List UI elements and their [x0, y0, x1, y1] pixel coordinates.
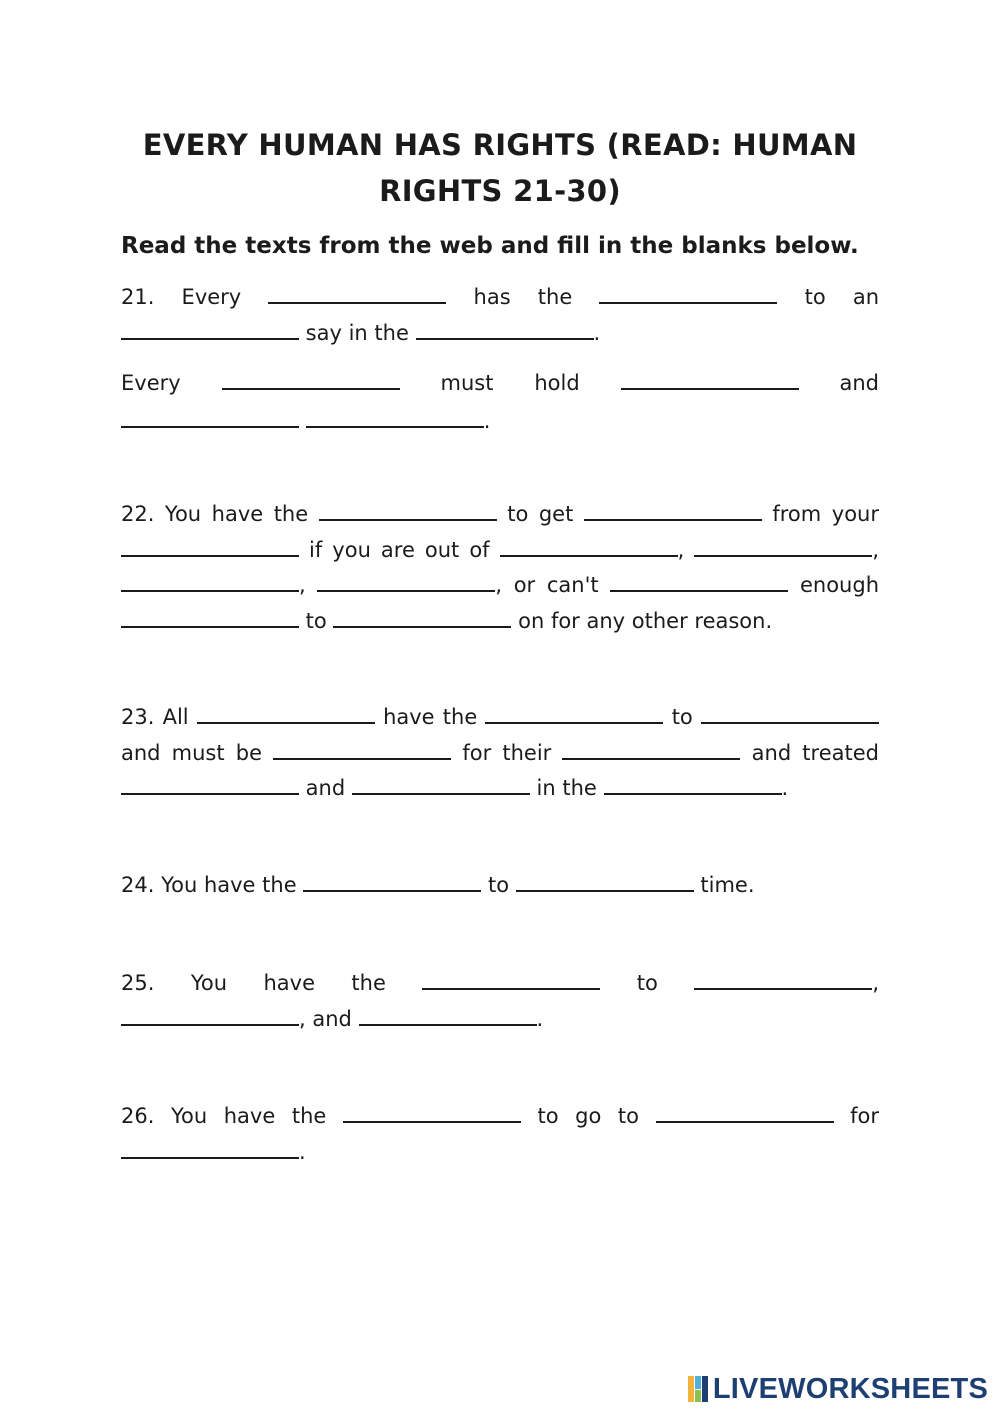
- blank-input[interactable]: [303, 870, 481, 892]
- page-title: EVERY HUMAN HAS RIGHTS (READ: HUMAN RIGHTS 21-30): [142, 128, 858, 208]
- blank-input[interactable]: [621, 368, 799, 390]
- blank-input[interactable]: [422, 968, 600, 990]
- blank-input[interactable]: [306, 406, 484, 428]
- blank-input[interactable]: [273, 738, 451, 760]
- blank-input[interactable]: [599, 282, 777, 304]
- question-25: 25. You have the to , , and .: [121, 966, 879, 1037]
- liveworksheets-logo-icon: [687, 1375, 709, 1403]
- blank-input[interactable]: [562, 738, 740, 760]
- blank-input[interactable]: [416, 318, 594, 340]
- question-26: 26. You have the to go to for .: [121, 1099, 879, 1170]
- blank-input[interactable]: [656, 1101, 834, 1123]
- blank-input[interactable]: [584, 499, 762, 521]
- blank-input[interactable]: [333, 606, 511, 628]
- liveworksheets-logo-text: LIVEWORKSHEETS: [712, 1372, 988, 1405]
- blank-input[interactable]: [121, 318, 299, 340]
- blank-input[interactable]: [343, 1101, 521, 1123]
- blank-input[interactable]: [359, 1004, 537, 1026]
- instructions: Read the texts from the web and fill in the blanks below.: [121, 233, 859, 259]
- question-23: 23. All have the to and must be for their and treated and in the .: [121, 700, 879, 807]
- question-21b: Every must hold and .: [121, 364, 879, 440]
- blank-input[interactable]: [352, 773, 530, 795]
- question-24: 24. You have the to time.: [121, 868, 879, 904]
- blank-input[interactable]: [317, 570, 495, 592]
- liveworksheets-logo: [687, 1372, 988, 1406]
- question-21a: 21. Every has the to an say in the .: [121, 280, 879, 351]
- blank-input[interactable]: [604, 773, 782, 795]
- blank-input[interactable]: [268, 282, 446, 304]
- blank-input[interactable]: [121, 535, 299, 557]
- blank-input[interactable]: [197, 702, 375, 724]
- blank-input[interactable]: [485, 702, 663, 724]
- blank-input[interactable]: [319, 499, 497, 521]
- blank-input[interactable]: [694, 535, 872, 557]
- question-22: 22. You have the to get from your if you are out of , , , , or can't enough to on for any other reason.: [121, 497, 879, 639]
- blank-input[interactable]: [121, 773, 299, 795]
- blank-input[interactable]: [121, 406, 299, 428]
- blank-input[interactable]: [610, 570, 788, 592]
- blank-input[interactable]: [121, 570, 299, 592]
- blank-input[interactable]: [121, 1137, 299, 1159]
- blank-input[interactable]: [121, 1004, 299, 1026]
- blank-input[interactable]: [516, 870, 694, 892]
- blank-input[interactable]: [500, 535, 678, 557]
- blank-input[interactable]: [694, 968, 872, 990]
- blank-input[interactable]: [222, 368, 400, 390]
- blank-input[interactable]: [121, 606, 299, 628]
- blank-input[interactable]: [701, 702, 879, 724]
